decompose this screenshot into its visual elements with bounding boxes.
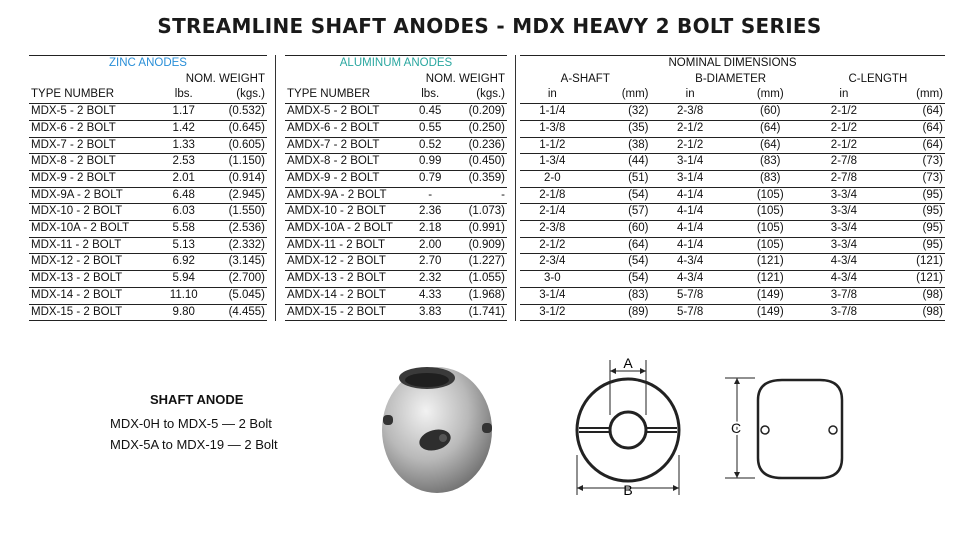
- dimensions-table-row: [520, 104, 945, 121]
- dimensions-table-row-cell: (83): [730, 170, 811, 187]
- aluminum-header: ALUMINUM ANODES: [285, 56, 507, 72]
- aluminum-table-row: [285, 104, 507, 121]
- zinc-table-row-cell: (0.532): [207, 104, 267, 121]
- aluminum-table-row-cell: (0.236): [449, 137, 507, 154]
- dimensions-table-row-cell: 4-1/4: [651, 221, 730, 238]
- dimensions-table-row-cell: (64): [585, 237, 651, 254]
- dimensions-table-row-cell: (121): [877, 254, 945, 271]
- aluminum-table-row: [285, 304, 507, 321]
- zinc-table-row-cell: (2.332): [207, 237, 267, 254]
- dimensions-table-row-cell: 1-3/4: [520, 154, 585, 171]
- dimensions-table-row-cell: 2-1/2: [811, 137, 877, 154]
- aluminum-col-kgs: (kgs.): [476, 88, 505, 101]
- zinc-table-row-cell: 6.48: [160, 187, 207, 204]
- dimensions-table-row-cell: (38): [585, 137, 651, 154]
- dimensions-table-row-cell: (149): [730, 287, 811, 304]
- dimensions-table-row-cell: (83): [730, 154, 811, 171]
- dimensions-table-row: [520, 204, 945, 221]
- zinc-table-row-cell: 9.80: [160, 304, 207, 321]
- aluminum-table-row-cell: 0.52: [411, 137, 449, 154]
- aluminum-table-row-cell: (1.227): [449, 254, 507, 271]
- zinc-col-kgs: (kgs.): [236, 88, 265, 101]
- zinc-table-row-cell: (0.914): [207, 170, 267, 187]
- zinc-table-row-cell: 1.42: [160, 120, 207, 137]
- zinc-table-row-cell: MDX-11 - 2 BOLT: [29, 237, 160, 254]
- dimensions-table-row-cell: (121): [730, 271, 811, 288]
- dimensions-table-row-cell: (105): [730, 187, 811, 204]
- dimensions-table-row-cell: 4-3/4: [651, 271, 730, 288]
- dimensions-table-row-cell: (64): [730, 120, 811, 137]
- zinc-table-row-cell: (1.150): [207, 154, 267, 171]
- aluminum-table-row-cell: (0.450): [449, 154, 507, 171]
- shaft-anode-illustration: [375, 360, 500, 500]
- dimensions-table-row-cell: 4-3/4: [811, 271, 877, 288]
- dimensions-table-row-cell: 2-1/2: [811, 120, 877, 137]
- dimensions-table-row-cell: 3-3/4: [811, 187, 877, 204]
- zinc-table-row-cell: 2.53: [160, 154, 207, 171]
- aluminum-table-row-cell: 2.18: [411, 221, 449, 238]
- zinc-table-row-cell: MDX-14 - 2 BOLT: [29, 287, 160, 304]
- bolt-hole-icon: [761, 426, 769, 434]
- zinc-table-row: [29, 154, 267, 171]
- bolt-hole-icon: [829, 426, 837, 434]
- zinc-table-row-cell: (2.536): [207, 221, 267, 238]
- zinc-table-row: [29, 170, 267, 187]
- dim-a-shaft-header: A-SHAFT: [560, 72, 610, 85]
- aluminum-table-row: [285, 204, 507, 221]
- zinc-table-row-cell: 6.92: [160, 254, 207, 271]
- table-separator: [515, 55, 516, 321]
- aluminum-table-row-cell: AMDX-11 - 2 BOLT: [285, 237, 411, 254]
- zinc-table-row-cell: MDX-12 - 2 BOLT: [29, 254, 160, 271]
- zinc-anodes-table: [29, 55, 267, 321]
- zinc-table-row-cell: MDX-9A - 2 BOLT: [29, 187, 160, 204]
- zinc-table-row-cell: (0.645): [207, 120, 267, 137]
- dimensions-table-row-cell: (98): [877, 287, 945, 304]
- dimensions-table-row-cell: (54): [585, 271, 651, 288]
- zinc-table-row-cell: 1.33: [160, 137, 207, 154]
- aluminum-table-row: [285, 271, 507, 288]
- zinc-table-row-cell: MDX-6 - 2 BOLT: [29, 120, 160, 137]
- dim-c-length-header: C-LENGTH: [848, 72, 908, 85]
- dim-c-unit-mm: (mm): [916, 88, 943, 101]
- zinc-header: ZINC ANODES: [29, 56, 267, 72]
- aluminum-table-row: [285, 137, 507, 154]
- dimensions-table-row-cell: 3-1/4: [651, 154, 730, 171]
- aluminum-table-row-cell: AMDX-10A - 2 BOLT: [285, 221, 411, 238]
- bolt-icon: [383, 415, 393, 425]
- shaft-anode-line: MDX-0H to MDX-5 — 2 Bolt: [110, 416, 272, 431]
- dimensions-table-row-cell: 3-0: [520, 271, 585, 288]
- dimensions-table-row-cell: (73): [877, 170, 945, 187]
- zinc-col-lbs: lbs.: [174, 88, 193, 101]
- zinc-table-row: [29, 120, 267, 137]
- dimensions-table-row-cell: 3-3/4: [811, 237, 877, 254]
- dimensions-table-row-cell: 3-1/4: [520, 287, 585, 304]
- aluminum-table-row: [285, 170, 507, 187]
- dimensions-table-row-cell: (54): [585, 187, 651, 204]
- dimensions-table-row-cell: (95): [877, 237, 945, 254]
- dimensions-table-row-cell: (60): [585, 221, 651, 238]
- aluminum-table-row-cell: AMDX-13 - 2 BOLT: [285, 271, 411, 288]
- aluminum-table-row-cell: 2.00: [411, 237, 449, 254]
- aluminum-table-row-cell: (1.055): [449, 271, 507, 288]
- zinc-table-row: [29, 287, 267, 304]
- shaft-anode-title: SHAFT ANODE: [150, 392, 244, 407]
- dimensions-table-row-cell: 5-7/8: [651, 304, 730, 321]
- aluminum-table-row-cell: 0.55: [411, 120, 449, 137]
- zinc-table-row: [29, 271, 267, 288]
- dimensions-table-row: [520, 304, 945, 321]
- dim-a-unit-mm: (mm): [621, 88, 649, 101]
- dimension-c-label: C: [730, 420, 742, 436]
- aluminum-table-row-cell: AMDX-8 - 2 BOLT: [285, 154, 411, 171]
- dimensions-table-row-cell: (32): [585, 104, 651, 121]
- zinc-table-row-cell: (5.045): [207, 287, 267, 304]
- aluminum-table-row-cell: (1.968): [449, 287, 507, 304]
- dimensions-header: NOMINAL DIMENSIONS: [520, 56, 945, 72]
- zinc-table-row-cell: (2.700): [207, 271, 267, 288]
- aluminum-table-row-cell: AMDX-9 - 2 BOLT: [285, 170, 411, 187]
- zinc-table-row-cell: 1.17: [160, 104, 207, 121]
- dim-b-unit-mm: (mm): [756, 88, 784, 101]
- aluminum-table-row-cell: (1.073): [449, 204, 507, 221]
- aluminum-table-row-cell: -: [411, 187, 449, 204]
- zinc-table-row-cell: MDX-5 - 2 BOLT: [29, 104, 160, 121]
- zinc-table-row: [29, 237, 267, 254]
- zinc-table-row-cell: 11.10: [160, 287, 207, 304]
- zinc-table-row-cell: MDX-15 - 2 BOLT: [29, 304, 160, 321]
- dimensions-table-row-cell: (60): [730, 104, 811, 121]
- dim-a-unit-in: in: [547, 88, 557, 101]
- dimensions-table-row: [520, 154, 945, 171]
- zinc-table-row-cell: MDX-10A - 2 BOLT: [29, 221, 160, 238]
- zinc-table-row-cell: 5.58: [160, 221, 207, 238]
- dimensions-table-row-cell: 3-1/2: [520, 304, 585, 321]
- dimensions-table-row-cell: 2-3/8: [651, 104, 730, 121]
- dimensions-table-row-cell: 3-3/4: [811, 221, 877, 238]
- zinc-nom-weight-header: NOM. WEIGHT: [185, 72, 265, 85]
- dimensions-table-row-cell: 2-1/4: [520, 204, 585, 221]
- aluminum-table-row-cell: 0.99: [411, 154, 449, 171]
- dim-c-unit-in: in: [839, 88, 849, 101]
- dimensions-table-row-cell: (64): [877, 120, 945, 137]
- dimensions-table-row-cell: (89): [585, 304, 651, 321]
- zinc-table-row-cell: MDX-13 - 2 BOLT: [29, 271, 160, 288]
- aluminum-table-row: [285, 221, 507, 238]
- aluminum-table-row-cell: (0.991): [449, 221, 507, 238]
- aluminum-table-row: [285, 287, 507, 304]
- aluminum-col-type: TYPE NUMBER: [287, 88, 371, 101]
- dimensions-table-row-cell: 4-1/4: [651, 204, 730, 221]
- aluminum-table-row-cell: 0.45: [411, 104, 449, 121]
- dimensions-table-row-cell: (44): [585, 154, 651, 171]
- dimensions-table-row-cell: (105): [730, 221, 811, 238]
- dimensions-table-row-cell: 3-7/8: [811, 287, 877, 304]
- zinc-table-row-cell: 5.13: [160, 237, 207, 254]
- dimensions-table-row: [520, 120, 945, 137]
- aluminum-table-row: [285, 254, 507, 271]
- aluminum-nom-weight-header: NOM. WEIGHT: [425, 72, 505, 85]
- aluminum-table-row-cell: 2.36: [411, 204, 449, 221]
- zinc-table-row: [29, 304, 267, 321]
- dimensions-table-row-cell: (64): [730, 137, 811, 154]
- zinc-table-row: [29, 204, 267, 221]
- dimensions-table-row-cell: (105): [730, 237, 811, 254]
- dimensions-table-row-cell: (95): [877, 187, 945, 204]
- dimensions-table-row-cell: 2-1/2: [651, 137, 730, 154]
- dimensions-table-row-cell: (105): [730, 204, 811, 221]
- aluminum-table-row-cell: AMDX-6 - 2 BOLT: [285, 120, 411, 137]
- dim-b-unit-in: in: [685, 88, 695, 101]
- outer-circle: [577, 379, 679, 481]
- zinc-table-row-cell: MDX-7 - 2 BOLT: [29, 137, 160, 154]
- dimensions-table-row: [520, 271, 945, 288]
- zinc-table-row-cell: (2.945): [207, 187, 267, 204]
- dimensions-table-row-cell: (35): [585, 120, 651, 137]
- zinc-table-row-cell: (1.550): [207, 204, 267, 221]
- dimensions-table-row: [520, 254, 945, 271]
- dimensions-table-row-cell: 4-3/4: [811, 254, 877, 271]
- zinc-table-row-cell: 5.94: [160, 271, 207, 288]
- aluminum-col-lbs: lbs.: [421, 88, 440, 101]
- zinc-table-row-cell: (4.455): [207, 304, 267, 321]
- zinc-table-row-cell: MDX-10 - 2 BOLT: [29, 204, 160, 221]
- dimensions-table-row-cell: 2-1/2: [811, 104, 877, 121]
- zinc-col-type: TYPE NUMBER: [31, 88, 115, 101]
- bolt-icon: [482, 423, 492, 433]
- dimensions-table-row-cell: 1-3/8: [520, 120, 585, 137]
- dimensions-table-row-cell: (64): [877, 137, 945, 154]
- zinc-table-row-cell: 6.03: [160, 204, 207, 221]
- zinc-table-row-cell: MDX-9 - 2 BOLT: [29, 170, 160, 187]
- aluminum-table-row-cell: (0.250): [449, 120, 507, 137]
- zinc-table-row-cell: (0.605): [207, 137, 267, 154]
- dimensions-table-row-cell: 5-7/8: [651, 287, 730, 304]
- aluminum-table-row-cell: -: [449, 187, 507, 204]
- dimension-a-label: A: [623, 355, 633, 371]
- aluminum-table-row-cell: 2.32: [411, 271, 449, 288]
- aluminum-table-row: [285, 154, 507, 171]
- dimensions-table-row-cell: (54): [585, 254, 651, 271]
- zinc-table-row: [29, 187, 267, 204]
- shaft-anode-line: MDX-5A to MDX-19 — 2 Bolt: [110, 437, 278, 452]
- aluminum-table-row: [285, 120, 507, 137]
- aluminum-table-row-cell: (0.359): [449, 170, 507, 187]
- dimensions-table-row: [520, 187, 945, 204]
- aluminum-table-row-cell: AMDX-14 - 2 BOLT: [285, 287, 411, 304]
- dimensions-table-row-cell: (51): [585, 170, 651, 187]
- zinc-table-row-cell: (3.145): [207, 254, 267, 271]
- dimensions-table-row-cell: 1-1/4: [520, 104, 585, 121]
- aluminum-table-row-cell: 2.70: [411, 254, 449, 271]
- aluminum-table-row: [285, 187, 507, 204]
- aluminum-table-row-cell: AMDX-15 - 2 BOLT: [285, 304, 411, 321]
- dimensions-table-row: [520, 287, 945, 304]
- shaft-bore-circle: [610, 412, 646, 448]
- dimensions-table-row-cell: 2-1/8: [520, 187, 585, 204]
- aluminum-table-row-cell: AMDX-7 - 2 BOLT: [285, 137, 411, 154]
- aluminum-table-row: [285, 237, 507, 254]
- zinc-table-row: [29, 221, 267, 238]
- dimensions-table-row-cell: 2-1/2: [651, 120, 730, 137]
- dimensions-table-row-cell: 2-7/8: [811, 154, 877, 171]
- front-view-diagram: [565, 355, 695, 500]
- aluminum-table-row-cell: AMDX-9A - 2 BOLT: [285, 187, 411, 204]
- dimensions-table-row-cell: 2-7/8: [811, 170, 877, 187]
- zinc-table-row: [29, 254, 267, 271]
- zinc-table-row-cell: MDX-8 - 2 BOLT: [29, 154, 160, 171]
- aluminum-table-row-cell: AMDX-10 - 2 BOLT: [285, 204, 411, 221]
- side-view-diagram: [720, 370, 860, 490]
- dimensions-table-row-cell: (73): [877, 154, 945, 171]
- dimensions-table-row-cell: 3-7/8: [811, 304, 877, 321]
- zinc-table-row: [29, 104, 267, 121]
- aluminum-table-row-cell: 4.33: [411, 287, 449, 304]
- nominal-dimensions-table: [520, 55, 945, 321]
- dimension-b-label: B: [623, 482, 633, 498]
- aluminum-table-row-cell: AMDX-12 - 2 BOLT: [285, 254, 411, 271]
- dimensions-table-row-cell: 2-0: [520, 170, 585, 187]
- dimensions-table-row: [520, 237, 945, 254]
- dimensions-table-row-cell: 4-1/4: [651, 237, 730, 254]
- dim-b-diameter-header: B-DIAMETER: [695, 72, 767, 85]
- dimensions-table-row: [520, 170, 945, 187]
- dimensions-table-row-cell: (64): [877, 104, 945, 121]
- aluminum-table-row-cell: 3.83: [411, 304, 449, 321]
- dimensions-table-row-cell: (121): [730, 254, 811, 271]
- aluminum-table-row-cell: (1.741): [449, 304, 507, 321]
- aluminum-table-row-cell: AMDX-5 - 2 BOLT: [285, 104, 411, 121]
- dimensions-table-row-cell: (57): [585, 204, 651, 221]
- aluminum-table-row-cell: (0.209): [449, 104, 507, 121]
- dimensions-table-row-cell: 3-3/4: [811, 204, 877, 221]
- dimensions-table-row-cell: (95): [877, 221, 945, 238]
- dimensions-table-row-cell: 4-1/4: [651, 187, 730, 204]
- zinc-table-row: [29, 137, 267, 154]
- dimensions-table-row: [520, 221, 945, 238]
- dimensions-table-row-cell: (83): [585, 287, 651, 304]
- dimensions-table-row-cell: (121): [877, 271, 945, 288]
- dimensions-table-row-cell: 2-1/2: [520, 237, 585, 254]
- dimensions-table-row-cell: (98): [877, 304, 945, 321]
- page-title: STREAMLINE SHAFT ANODES - MDX HEAVY 2 BOLT SERIES: [157, 14, 822, 38]
- aluminum-table-row-cell: 0.79: [411, 170, 449, 187]
- dimensions-table-row-cell: 1-1/2: [520, 137, 585, 154]
- table-separator: [275, 55, 276, 321]
- dimensions-table-row: [520, 137, 945, 154]
- dimensions-table-row-cell: (149): [730, 304, 811, 321]
- dimensions-table-row-cell: 2-3/8: [520, 221, 585, 238]
- aluminum-anodes-table: [285, 55, 507, 321]
- dimensions-table-row-cell: 3-1/4: [651, 170, 730, 187]
- zinc-table-row-cell: 2.01: [160, 170, 207, 187]
- dimensions-table-row-cell: (95): [877, 204, 945, 221]
- dimensions-table-row-cell: 2-3/4: [520, 254, 585, 271]
- aluminum-table-row-cell: (0.909): [449, 237, 507, 254]
- dimensions-table-row-cell: 4-3/4: [651, 254, 730, 271]
